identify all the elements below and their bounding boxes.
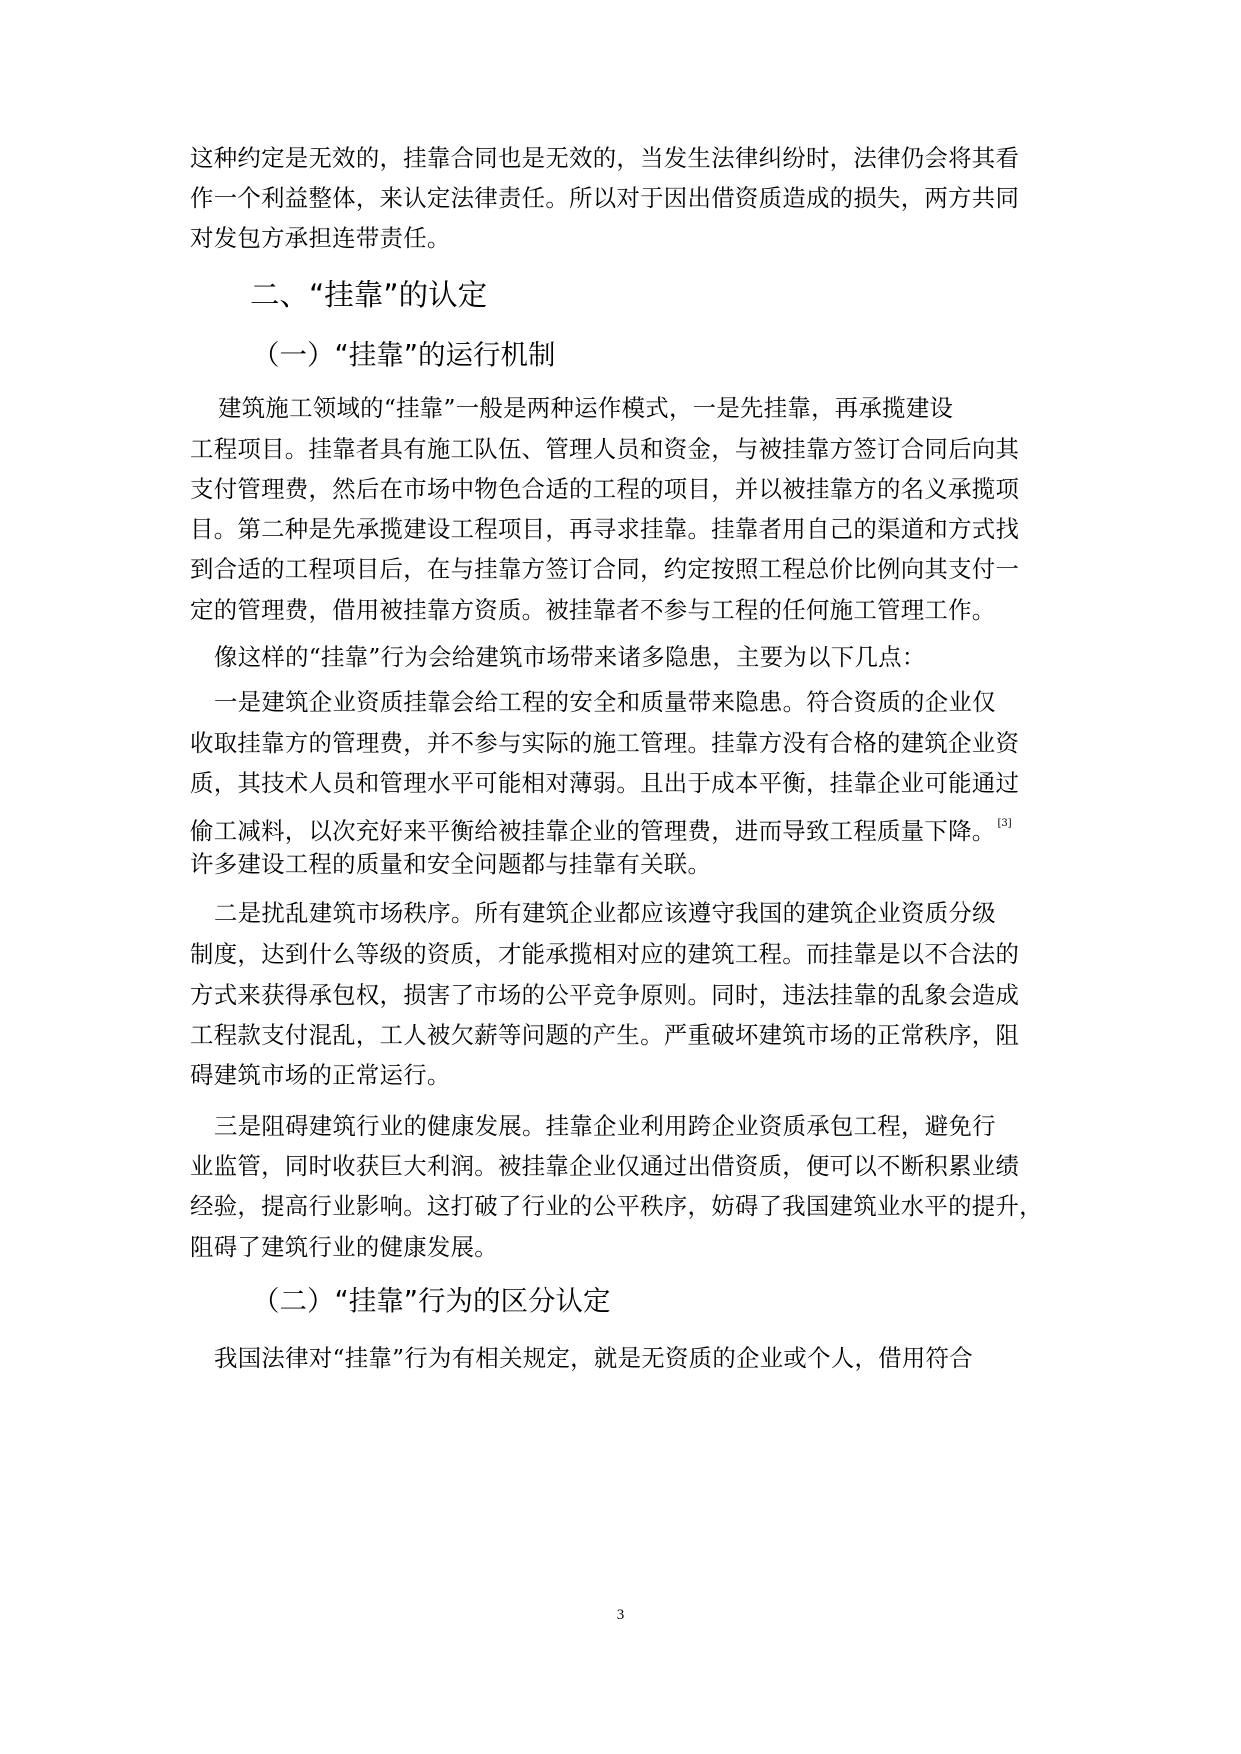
body-text-line: 业监管，同时收获巨大利润。被挂靠企业仅通过出借资质，便可以不断积累业绩: [190, 1152, 1020, 1180]
citation-superscript: [3]: [997, 818, 1012, 829]
body-text-line: 这种约定是无效的，挂靠合同也是无效的，当发生法律纠纷时，法律仍会将其看: [190, 144, 1020, 172]
body-text-line: 经验，提高行业影响。这打破了行业的公平秩序，妨碍了我国建筑业水平的提升，: [190, 1192, 1043, 1220]
body-text-line: 碍建筑市场的正常运行。: [190, 1061, 451, 1089]
body-text-line: 支付管理费，然后在市场中物色合适的工程的项目，并以被挂靠方的名义承揽项: [190, 475, 1020, 503]
body-text-line: 许多建设工程的质量和安全问题都与挂靠有关联。: [190, 850, 712, 878]
body-text-line: 建筑施工领域的“挂靠”一般是两种运作模式，一是先挂靠，再承揽建设: [218, 394, 954, 422]
body-text-line: 二是扰乱建筑市场秩序。所有建筑企业都应该遵守我国的建筑企业资质分级: [214, 899, 996, 927]
body-text-line: 像这样的“挂靠”行为会给建筑市场带来诸多隐患，主要为以下几点：: [214, 643, 926, 671]
body-text-line: 制度，达到什么等级的资质，才能承揽相对应的建筑工程。而挂靠是以不合法的: [190, 940, 1020, 968]
body-text-line: 方式来获得承包权，损害了市场的公平竞争原则。同时，违法挂靠的乱象会造成: [190, 981, 1020, 1009]
body-text-line: 到合适的工程项目后，在与挂靠方签订合同，约定按照工程总价比例向其支付一: [190, 555, 1020, 583]
body-text-line: 质，其技术人员和管理水平可能相对薄弱。且出于成本平衡，挂靠企业可能通过: [190, 769, 1020, 797]
body-text-line: 收取挂靠方的管理费，并不参与实际的施工管理。挂靠方没有合格的建筑企业资: [190, 729, 1020, 757]
body-text-span: 偷工减料，以次充好来平衡给被挂靠企业的管理费，进而导致工程质量下降。: [190, 817, 996, 845]
body-text-line: 目。第二种是先承揽建设工程项目，再寻求挂靠。挂靠者用自己的渠道和方式找: [190, 515, 1020, 543]
body-text-line: 工程款支付混乱，工人被欠薪等问题的产生。严重破坏建筑市场的正常秩序，阻: [190, 1021, 1020, 1049]
body-text-line: 阻碍了建筑行业的健康发展。: [190, 1233, 498, 1261]
section-heading: 二、“挂靠”的认定: [250, 278, 488, 312]
body-text-line: [190, 809, 1012, 846]
body-text-line: 一是建筑企业资质挂靠会给工程的安全和质量带来隐患。符合资质的企业仅: [214, 688, 996, 716]
subsection-heading: （一）“挂靠”的运行机制: [252, 339, 556, 371]
body-text-line: 定的管理费，借用被挂靠方资质。被挂靠者不参与工程的任何施工管理工作。: [190, 596, 996, 624]
body-text-line: 对发包方承担连带责任。: [190, 224, 451, 252]
body-text-line: 三是阻碍建筑行业的健康发展。挂靠企业利用跨企业资质承包工程，避免行: [214, 1112, 996, 1140]
page-number: 3: [616, 1607, 625, 1623]
body-text-line: 作一个利益整体，来认定法律责任。所以对于因出借资质造成的损失，两方共同: [190, 184, 1020, 212]
subsection-heading: （二）“挂靠”行为的区分认定: [252, 1285, 611, 1317]
body-text-line: 我国法律对“挂靠”行为有相关规定，就是无资质的企业或个人，借用符合: [214, 1344, 973, 1372]
body-text-line: 工程项目。挂靠者具有施工队伍、管理人员和资金，与被挂靠方签订合同后向其: [190, 435, 1020, 463]
